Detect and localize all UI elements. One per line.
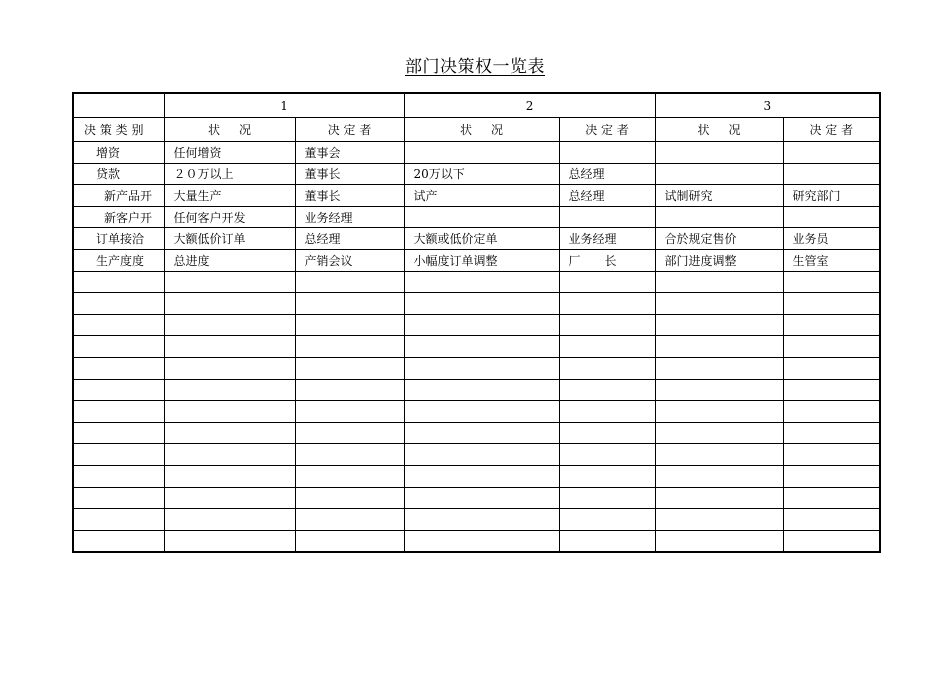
empty-cell bbox=[559, 487, 655, 509]
status-header-1: 状 况 bbox=[164, 118, 295, 142]
category-cell: 新客户开 bbox=[73, 206, 164, 228]
empty-cell bbox=[559, 509, 655, 531]
empty-cell bbox=[655, 422, 783, 444]
empty-cell bbox=[73, 357, 164, 379]
group-2-header: 2 bbox=[404, 93, 655, 118]
empty-cell bbox=[73, 509, 164, 531]
decider-cell-2 bbox=[559, 206, 655, 228]
empty-cell bbox=[164, 465, 295, 487]
decider-cell-1: 总经理 bbox=[295, 228, 404, 250]
status-header-3: 状 况 bbox=[655, 118, 783, 142]
empty-cell bbox=[404, 530, 559, 552]
decider-cell-1: 产销会议 bbox=[295, 249, 404, 271]
empty-row bbox=[73, 271, 880, 293]
empty-cell bbox=[783, 509, 880, 531]
table-row bbox=[73, 163, 880, 185]
empty-cell bbox=[783, 444, 880, 466]
category-cell: 增资 bbox=[73, 142, 164, 164]
decider-cell-3: 研究部门 bbox=[783, 185, 880, 207]
empty-cell bbox=[559, 314, 655, 336]
empty-cell bbox=[404, 314, 559, 336]
empty-cell bbox=[295, 444, 404, 466]
empty-cell bbox=[559, 336, 655, 358]
empty-cell bbox=[295, 487, 404, 509]
empty-cell bbox=[559, 422, 655, 444]
empty-cell bbox=[164, 379, 295, 401]
empty-cell bbox=[404, 293, 559, 315]
status-header-2: 状 况 bbox=[404, 118, 559, 142]
empty-cell bbox=[164, 487, 295, 509]
empty-cell bbox=[783, 293, 880, 315]
empty-cell bbox=[164, 509, 295, 531]
empty-cell bbox=[559, 530, 655, 552]
empty-cell bbox=[295, 293, 404, 315]
empty-cell bbox=[73, 487, 164, 509]
decider-cell-2: 厂 长 bbox=[559, 249, 655, 271]
empty-cell bbox=[73, 422, 164, 444]
category-header: 决 策 类 别 bbox=[73, 118, 164, 142]
empty-cell bbox=[73, 379, 164, 401]
empty-cell bbox=[295, 422, 404, 444]
empty-cell bbox=[164, 293, 295, 315]
empty-cell bbox=[783, 314, 880, 336]
table-row bbox=[73, 185, 880, 207]
decider-header-3: 决 定 者 bbox=[783, 118, 880, 142]
empty-cell bbox=[164, 314, 295, 336]
status-cell-3: 合於规定售价 bbox=[655, 228, 783, 250]
decider-header-2: 决 定 者 bbox=[559, 118, 655, 142]
empty-cell bbox=[783, 357, 880, 379]
empty-cell bbox=[295, 314, 404, 336]
empty-row bbox=[73, 401, 880, 423]
status-cell-3 bbox=[655, 142, 783, 164]
empty-cell bbox=[655, 336, 783, 358]
empty-cell bbox=[295, 401, 404, 423]
table-row bbox=[73, 206, 880, 228]
status-cell-2: 大额或低价定单 bbox=[404, 228, 559, 250]
status-cell-3 bbox=[655, 163, 783, 185]
empty-cell bbox=[559, 444, 655, 466]
empty-cell bbox=[73, 314, 164, 336]
empty-cell bbox=[73, 271, 164, 293]
table-row bbox=[73, 249, 880, 271]
empty-cell bbox=[783, 401, 880, 423]
empty-cell bbox=[655, 487, 783, 509]
header-blank-cell bbox=[73, 93, 164, 118]
status-cell-1: 大额低价订单 bbox=[164, 228, 295, 250]
empty-row bbox=[73, 530, 880, 552]
empty-row bbox=[73, 357, 880, 379]
status-cell-1: 任何增资 bbox=[164, 142, 295, 164]
empty-cell bbox=[404, 379, 559, 401]
empty-cell bbox=[164, 530, 295, 552]
empty-cell bbox=[783, 487, 880, 509]
empty-cell bbox=[655, 271, 783, 293]
empty-cell bbox=[783, 271, 880, 293]
empty-cell bbox=[73, 530, 164, 552]
empty-cell bbox=[404, 465, 559, 487]
empty-cell bbox=[783, 465, 880, 487]
empty-cell bbox=[295, 530, 404, 552]
empty-cell bbox=[164, 444, 295, 466]
empty-row bbox=[73, 422, 880, 444]
page-title: 部门决策权一览表 bbox=[405, 57, 545, 77]
empty-cell bbox=[404, 271, 559, 293]
status-cell-2: 20万以下 bbox=[404, 163, 559, 185]
decider-cell-2 bbox=[559, 142, 655, 164]
table-row bbox=[73, 142, 880, 164]
empty-cell bbox=[655, 444, 783, 466]
empty-cell bbox=[404, 422, 559, 444]
empty-row bbox=[73, 293, 880, 315]
status-cell-2 bbox=[404, 206, 559, 228]
empty-cell bbox=[404, 487, 559, 509]
empty-row bbox=[73, 509, 880, 531]
empty-cell bbox=[655, 401, 783, 423]
category-cell: 生产度度 bbox=[73, 249, 164, 271]
empty-row bbox=[73, 379, 880, 401]
empty-cell bbox=[559, 379, 655, 401]
empty-cell bbox=[783, 422, 880, 444]
status-cell-1: 任何客户开发 bbox=[164, 206, 295, 228]
status-cell-3: 部门进度调整 bbox=[655, 249, 783, 271]
empty-row bbox=[73, 336, 880, 358]
status-cell-2 bbox=[404, 142, 559, 164]
empty-cell bbox=[73, 293, 164, 315]
empty-row bbox=[73, 487, 880, 509]
status-cell-2: 试产 bbox=[404, 185, 559, 207]
status-cell-1: 总进度 bbox=[164, 249, 295, 271]
empty-cell bbox=[295, 465, 404, 487]
empty-cell bbox=[655, 293, 783, 315]
empty-cell bbox=[655, 314, 783, 336]
decider-cell-1: 董事会 bbox=[295, 142, 404, 164]
decider-cell-1: 董事长 bbox=[295, 163, 404, 185]
decider-cell-1: 业务经理 bbox=[295, 206, 404, 228]
status-cell-3: 试制研究 bbox=[655, 185, 783, 207]
category-cell: 新产品开 bbox=[73, 185, 164, 207]
empty-cell bbox=[559, 271, 655, 293]
decider-cell-2: 总经理 bbox=[559, 185, 655, 207]
empty-cell bbox=[655, 530, 783, 552]
empty-cell bbox=[73, 401, 164, 423]
status-cell-1: ２０万以上 bbox=[164, 163, 295, 185]
empty-cell bbox=[404, 444, 559, 466]
decider-header-1: 决 定 者 bbox=[295, 118, 404, 142]
decision-table bbox=[72, 92, 881, 553]
empty-cell bbox=[164, 401, 295, 423]
empty-cell bbox=[655, 379, 783, 401]
empty-cell bbox=[783, 336, 880, 358]
empty-row bbox=[73, 314, 880, 336]
header-column-row bbox=[73, 118, 880, 142]
decider-cell-3: 生管室 bbox=[783, 249, 880, 271]
empty-cell bbox=[164, 271, 295, 293]
empty-cell bbox=[295, 379, 404, 401]
empty-cell bbox=[164, 357, 295, 379]
empty-cell bbox=[783, 379, 880, 401]
status-cell-1: 大量生产 bbox=[164, 185, 295, 207]
decider-cell-3 bbox=[783, 163, 880, 185]
status-cell-3 bbox=[655, 206, 783, 228]
table-row bbox=[73, 228, 880, 250]
empty-cell bbox=[559, 401, 655, 423]
empty-cell bbox=[164, 422, 295, 444]
empty-cell bbox=[164, 336, 295, 358]
empty-cell bbox=[73, 465, 164, 487]
empty-cell bbox=[783, 530, 880, 552]
empty-cell bbox=[559, 465, 655, 487]
status-cell-2: 小幅度订单调整 bbox=[404, 249, 559, 271]
empty-cell bbox=[559, 293, 655, 315]
empty-cell bbox=[295, 271, 404, 293]
empty-cell bbox=[295, 509, 404, 531]
empty-cell bbox=[73, 336, 164, 358]
decider-cell-3: 业务员 bbox=[783, 228, 880, 250]
empty-cell bbox=[655, 357, 783, 379]
decider-cell-2: 业务经理 bbox=[559, 228, 655, 250]
decider-cell-1: 董事长 bbox=[295, 185, 404, 207]
decider-cell-2: 总经理 bbox=[559, 163, 655, 185]
empty-cell bbox=[655, 509, 783, 531]
empty-cell bbox=[295, 357, 404, 379]
empty-cell bbox=[404, 509, 559, 531]
empty-row bbox=[73, 465, 880, 487]
empty-cell bbox=[655, 465, 783, 487]
empty-cell bbox=[295, 336, 404, 358]
empty-cell bbox=[559, 357, 655, 379]
header-group-row bbox=[73, 93, 880, 118]
empty-cell bbox=[73, 444, 164, 466]
empty-cell bbox=[404, 401, 559, 423]
empty-row bbox=[73, 444, 880, 466]
group-1-header: 1 bbox=[164, 93, 404, 118]
decider-cell-3 bbox=[783, 142, 880, 164]
group-3-header: 3 bbox=[655, 93, 880, 118]
category-cell: 贷款 bbox=[73, 163, 164, 185]
decider-cell-3 bbox=[783, 206, 880, 228]
empty-cell bbox=[404, 336, 559, 358]
category-cell: 订单接洽 bbox=[73, 228, 164, 250]
empty-cell bbox=[404, 357, 559, 379]
